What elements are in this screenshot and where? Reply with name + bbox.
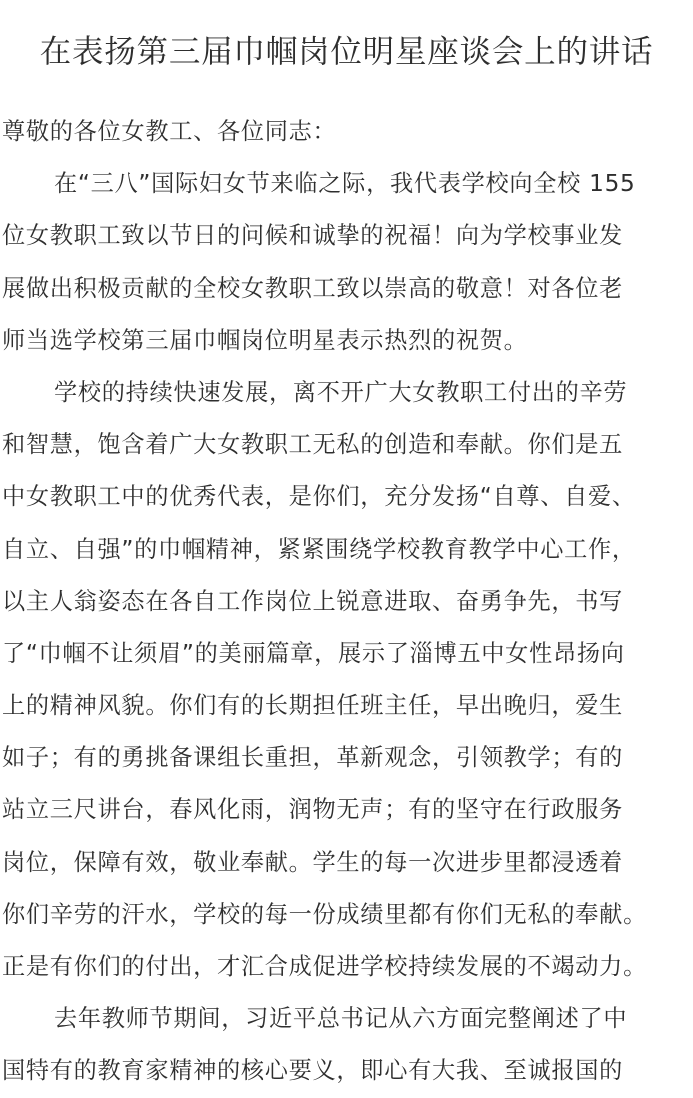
document-body [2,106,693,1098]
text-line: 师当选学校第三届巾帼岗位明星表示热烈的祝贺。 [2,326,528,354]
text-line: 在“三八”国际妇女节来临之际，我代表学校向全校 155 [54,170,636,198]
text-line: 上的精神风貌。你们有的长期担任班主任，早出晚归，爱生 [2,692,624,720]
text-line: 了“巾帼不让须眉”的美丽篇章，展示了淄博五中女性昂扬向 [2,639,625,667]
text-line: 如子；有的勇挑备课组长重担，革新观念，引领教学；有的 [2,744,624,772]
text-line: 位女教职工致以节日的问候和诚挚的祝福！向为学校事业发 [2,222,624,250]
text-line: 尊敬的各位女教工、各位同志： [2,118,337,145]
text-line: 和智慧，饱含着广大女教职工无私的创造和奉献。你们是五 [2,431,624,459]
text-line: 展做出积极贡献的全校女教职工致以崇高的敬意！对各位老 [2,274,624,302]
text-line: 学校的持续快速发展，离不开广大女教职工付出的辛劳 [54,378,628,406]
text-line: 国特有的教育家精神的核心要义，即心有大我、至诚报国的 [2,1057,624,1085]
text-line: 正是有你们的付出，才汇合成促进学校持续发展的不竭动力。 [2,953,647,980]
text-line: 岗位，保障有效，敬业奉献。学生的每一次进步里都浸透着 [2,848,624,876]
document-title: 在表扬第三届巾帼岗位明星座谈会上的讲话 [39,34,654,70]
text-line: 去年教师节期间，习近平总书记从六方面完整阐述了中 [54,1005,628,1033]
text-line: 以主人翁姿态在各自工作岗位上锐意进取、奋勇争先，书写 [2,587,624,615]
text-line: 你们辛劳的汗水，学校的每一份成绩里都有你们无私的奉献。 [2,900,647,928]
text-line: 中女教职工中的优秀代表，是你们，充分发扬“自尊、自爱、 [2,483,636,511]
text-line: 自立、自强”的巾帼精神，紧紧围绕学校教育教学中心工作， [2,535,636,563]
text-line: 站立三尺讲台，春风化雨，润物无声；有的坚守在行政服务 [2,796,624,824]
